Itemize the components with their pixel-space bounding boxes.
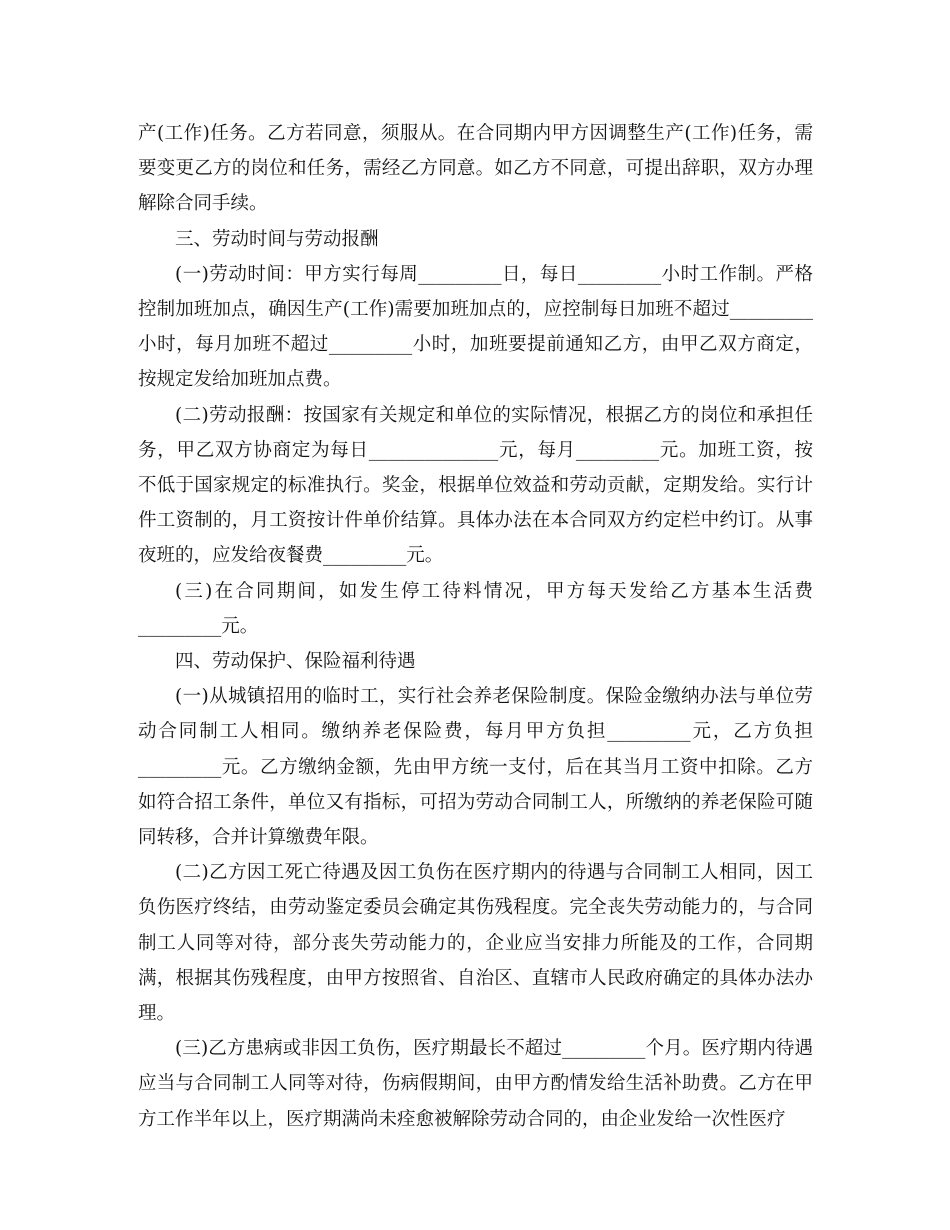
paragraph-remuneration: (二)劳动报酬：按国家有关规定和单位的实际情况，根据乙方的岗位和承担任务，甲乙双方协商定为每日______________元，每月_________元。加班工资，按不低于国家规定的标准执行。奖金，根据单位效益和劳动贡献，定期发给。实行计件工资制的，月工资按计件单价结算。具体办法在本合同双方约定栏中约订。从事夜班的，应发给夜餐费_________元。 (138, 404, 813, 567)
paragraph-work-injury: (二)乙方因工死亡待遇及因工负伤在医疗期内的待遇与合同制工人相同，因工负伤医疗终结，由劳动鉴定委员会确定其伤残程度。完全丧失劳动能力的，与合同制工人同等对待，部分丧失劳动能力的，企业应当安排力所能及的工作，合同期满，根据其伤残程度，由甲方按照省、自治区、直辖市人民政府确定的具体办法办理。 (138, 862, 813, 1025)
section-heading-protection-welfare: 四、劳动保护、保险福利待遇 (175, 651, 416, 673)
paragraph-work-stoppage: (三)在合同期间，如发生停工待料情况，甲方每天发给乙方基本生活费_________元。 (138, 580, 813, 637)
paragraph-pension-insurance: (一)从城镇招用的临时工，实行社会养老保险制度。保险金缴纳办法与单位劳动合同制工人相同。缴纳养老保险费，每月甲方负担_________元，乙方负担_________元。乙方缴纳金额，先由甲方统一支付，后在其当月工资中扣除。乙方如符合招工条件，单位又有指标，可招为劳动合同制工人，所缴纳的养老保险可随同转移，合并计算缴费年限。 (138, 686, 813, 849)
paragraph-work-hours: (一)劳动时间：甲方实行每周_________日，每日_________小时工作制。严格控制加班加点，确因生产(工作)需要加班加点的，应控制每日加班不超过_________小时，每月加班不超过_________小时，加班要提前通知乙方，由甲乙双方商定，按规定发给加班加点费。 (138, 263, 813, 391)
paragraph-continued-clause: 产(工作)任务。乙方若同意，须服从。在合同期内甲方因调整生产(工作)任务，需要变更乙方的岗位和任务，需经乙方同意。如乙方不同意，可提出辞职，双方办理解除合同手续。 (138, 123, 813, 215)
section-heading-work-hours-pay: 三、劳动时间与劳动报酬 (175, 228, 379, 250)
paragraph-illness-leave: (三)乙方患病或非因工负伤，医疗期最长不超过_________个月。医疗期内待遇应当与合同制工人同等对待，伤病假期间，由甲方酌情发给生活补助费。乙方在甲方工作半年以上，医疗期满尚未痊愈被解除劳动合同的，由企业发给一次性医疗 (138, 1038, 813, 1130)
